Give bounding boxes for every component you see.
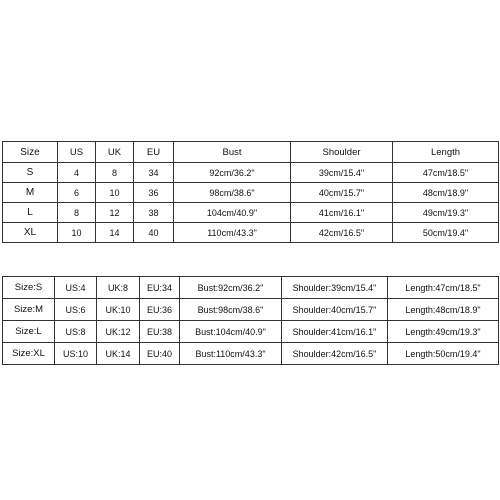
cell-bust: Bust:92cm/36.2"	[180, 277, 282, 299]
cell-us: US:4	[55, 277, 97, 299]
cell-us: 8	[58, 203, 96, 223]
cell-us: 10	[58, 223, 96, 243]
cell-eu: 38	[134, 203, 174, 223]
table-row	[3, 203, 499, 223]
cell-eu: 36	[134, 183, 174, 203]
cell-size: Size:M	[3, 299, 55, 321]
cell-uk: UK:12	[97, 321, 140, 343]
cell-shoulder: Shoulder:40cm/15.7"	[282, 299, 388, 321]
table-row	[3, 343, 499, 365]
cell-shoulder: 40cm/15.7"	[291, 183, 393, 203]
table-row	[3, 183, 499, 203]
header-length: Length	[393, 142, 499, 163]
header-us: US	[58, 142, 96, 163]
cell-us: US:10	[55, 343, 97, 365]
table-row	[3, 299, 499, 321]
cell-shoulder: Shoulder:39cm/15.4"	[282, 277, 388, 299]
cell-shoulder: 41cm/16.1"	[291, 203, 393, 223]
cell-shoulder: 42cm/16.5"	[291, 223, 393, 243]
cell-bust: Bust:98cm/38.6"	[180, 299, 282, 321]
cell-bust: 110cm/43.3"	[174, 223, 291, 243]
size-chart-labeled-table	[2, 276, 499, 365]
cell-eu: EU:34	[140, 277, 180, 299]
cell-eu: EU:38	[140, 321, 180, 343]
cell-length: Length:48cm/18.9"	[388, 299, 499, 321]
table-row	[3, 277, 499, 299]
table-row	[3, 223, 499, 243]
cell-length: Length:50cm/19.4"	[388, 343, 499, 365]
cell-shoulder: 39cm/15.4"	[291, 163, 393, 183]
cell-uk: UK:14	[97, 343, 140, 365]
cell-length: 47cm/18.5"	[393, 163, 499, 183]
cell-us: 6	[58, 183, 96, 203]
cell-length: 49cm/19.3"	[393, 203, 499, 223]
header-size: Size	[3, 142, 58, 163]
cell-size: L	[3, 203, 58, 223]
header-eu: EU	[134, 142, 174, 163]
header-bust: Bust	[174, 142, 291, 163]
cell-eu: 34	[134, 163, 174, 183]
cell-bust: 92cm/36.2"	[174, 163, 291, 183]
header-shoulder: Shoulder	[291, 142, 393, 163]
cell-length: Length:49cm/19.3"	[388, 321, 499, 343]
cell-uk: 12	[96, 203, 134, 223]
cell-uk: 14	[96, 223, 134, 243]
size-chart-table	[2, 141, 499, 243]
cell-length: 48cm/18.9"	[393, 183, 499, 203]
cell-size: XL	[3, 223, 58, 243]
cell-bust: Bust:104cm/40.9"	[180, 321, 282, 343]
cell-bust: 98cm/38.6"	[174, 183, 291, 203]
cell-size: Size:S	[3, 277, 55, 299]
cell-size: Size:L	[3, 321, 55, 343]
cell-eu: EU:36	[140, 299, 180, 321]
cell-shoulder: Shoulder:42cm/16.5"	[282, 343, 388, 365]
cell-uk: 10	[96, 183, 134, 203]
table-header-row	[3, 142, 499, 163]
cell-size: Size:XL	[3, 343, 55, 365]
cell-uk: 8	[96, 163, 134, 183]
cell-bust: Bust:110cm/43.3"	[180, 343, 282, 365]
cell-uk: UK:8	[97, 277, 140, 299]
cell-us: US:6	[55, 299, 97, 321]
cell-bust: 104cm/40.9"	[174, 203, 291, 223]
cell-us: US:8	[55, 321, 97, 343]
header-uk: UK	[96, 142, 134, 163]
cell-uk: UK:10	[97, 299, 140, 321]
cell-size: S	[3, 163, 58, 183]
cell-length: Length:47cm/18.5"	[388, 277, 499, 299]
cell-length: 50cm/19.4"	[393, 223, 499, 243]
cell-shoulder: Shoulder:41cm/16.1"	[282, 321, 388, 343]
cell-eu: EU:40	[140, 343, 180, 365]
table-row	[3, 321, 499, 343]
table-row	[3, 163, 499, 183]
cell-eu: 40	[134, 223, 174, 243]
cell-size: M	[3, 183, 58, 203]
cell-us: 4	[58, 163, 96, 183]
